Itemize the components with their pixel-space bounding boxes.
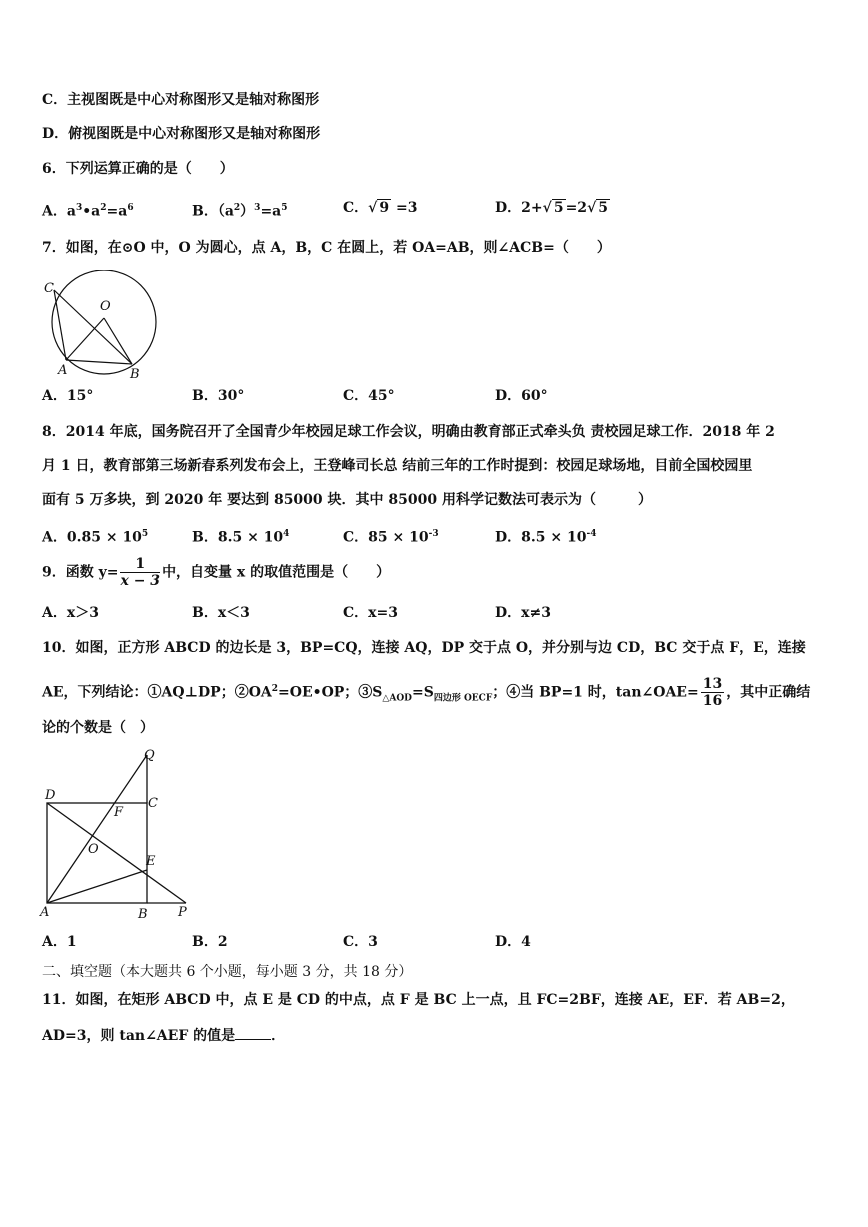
q6-option-d: D．2+√ 5 =2√ 5 <box>495 200 609 216</box>
q8-option-b: B．$8.5 \times 10^4$ <box>192 529 290 546</box>
q5-option-c: C．主视图既是中心对称图形又是轴对称图形 <box>42 92 320 108</box>
q9-stem: 9．函数 y= $\frac{1}{x - 3}$ 中，自变量 x 的取值范围是（ ） <box>42 556 391 589</box>
label-b: B <box>130 367 140 382</box>
q10-line-3: 论的个数是（ ） <box>42 720 154 736</box>
q7-option-a: A．15° <box>42 388 94 404</box>
q10-option-a: A．1 <box>42 934 77 950</box>
q8-line-2: 月 1 日，教育部第三场新春系列发布会上，王登峰司长总 结前三年的工作时提到：校园足球场地，目前全国校园里 <box>42 458 753 474</box>
q8-line-1: 8．2014 年底，国务院召开了全国青少年校园足球工作会议，明确由教育部正式牵头负 责校园足球工作．2018 年 2 <box>42 424 775 440</box>
answer-blank[interactable] <box>235 1025 271 1040</box>
q7-stem: 7．如图，在⊙O 中，O 为圆心，点 A，B，C 在圆上，若 OA=AB，则∠ACB=（ ） <box>42 240 611 256</box>
label-c: C <box>148 796 158 811</box>
sqrt-sign: √ <box>368 200 378 216</box>
label-e: E <box>146 854 156 869</box>
q7-option-c: C．45° <box>343 388 395 404</box>
label-b: B <box>138 907 148 922</box>
q7-option-b: B．30° <box>192 388 245 404</box>
q11-line-2: AD=3，则 tan∠AEF 的值是 ． <box>42 1025 285 1046</box>
q10-option-b: B．2 <box>192 934 228 950</box>
q10-line-2: AE，下列结论：①AQ⊥DP；$②OA^2=OE•OP$；$③S_{\triangle AOD}=S_{四边形 OECF}$；④当 BP=1 时，tan∠OAE= $\frac{13}{16}$ ，其中正确结 <box>42 676 811 709</box>
q9-option-b: B．x＜3 <box>192 605 250 621</box>
q6-option-c: C．√ 9 =3 <box>343 200 418 216</box>
q8-option-c: C．$85 \times 10^{-3}$ <box>343 529 439 546</box>
section-2-heading: 二、填空题（本大题共 6 个小题，每小题 3 分，共 18 分） <box>42 964 413 980</box>
q11-line-1: 11．如图，在矩形 ABCD 中，点 E 是 CD 的中点，点 F 是 BC 上一点，且 FC=2BF，连接 AE，EF．若 AB=2， <box>42 992 795 1008</box>
q9-option-a: A．x＞3 <box>42 605 99 621</box>
q10-option-d: D．4 <box>495 934 531 950</box>
q9-fraction: $\frac{1}{x - 3}$ <box>120 556 161 589</box>
q6-stem: 6．下列运算正确的是（ ） <box>42 161 234 177</box>
q7-circle-figure <box>40 270 170 382</box>
q10-line-1: 10．如图，正方形 ABCD 的边长是 3，BP=CQ，连接 AQ，DP 交于点 O，并分别与边 CD，BC 交于点 F，E，连接 <box>42 640 806 656</box>
q8-option-a: A．$0.85 \times 10^5$ <box>42 529 149 546</box>
q8-option-d: D．$8.5 \times 10^{-4}$ <box>495 529 597 546</box>
label-o: O <box>100 299 111 314</box>
q10-square-figure <box>36 745 196 925</box>
label-d: D <box>45 788 56 803</box>
q6-option-b: B．$(a^2)^3=a^5$ <box>192 203 288 220</box>
label-o: O <box>88 842 99 857</box>
label-c: C <box>44 281 54 296</box>
label-a: A <box>40 905 50 920</box>
q10-option-c: C．3 <box>343 934 378 950</box>
q7-option-d: D．60° <box>495 388 548 404</box>
label-q: Q <box>144 748 155 763</box>
q5-option-d: D．俯视图既是中心对称图形又是轴对称图形 <box>42 126 321 142</box>
q9-option-d: D．x≠3 <box>495 605 551 621</box>
q10-fraction: $\frac{13}{16}$ <box>702 676 723 709</box>
q6-option-a: A．$a^3•a^2=a^6$ <box>42 203 134 220</box>
q8-line-3: 面有 5 万多块，到 2020 年 要达到 85000 块．其中 85000 用科学记数法可表示为（ ） <box>42 492 652 508</box>
q9-option-c: C．x=3 <box>343 605 398 621</box>
label-f: F <box>114 805 124 820</box>
label-p: P <box>178 905 187 920</box>
label-a: A <box>58 363 68 378</box>
